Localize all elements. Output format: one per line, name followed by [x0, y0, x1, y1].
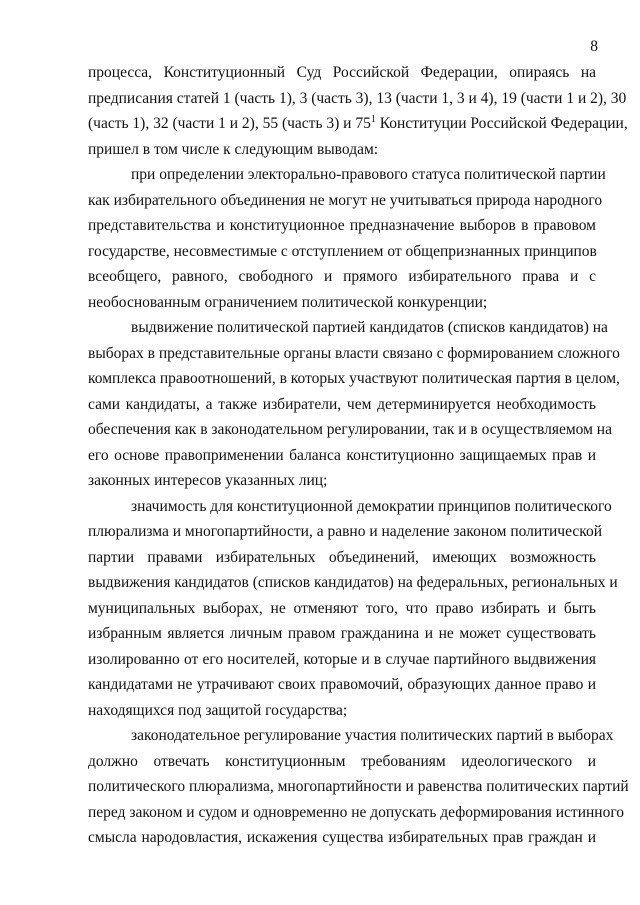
line-text: перед законом и судом и одновременно не допускать деформирования истинного — [88, 803, 625, 821]
line-text: находящихся под защитой государства; — [88, 701, 348, 719]
line-text: его основе правоприменении баланса конституционно защищаемых прав и — [88, 446, 596, 464]
line-text: сами кандидаты, а также избиратели, чем детерминируется необходимость — [88, 395, 596, 413]
text-line — [88, 570, 618, 596]
text-line — [88, 519, 603, 545]
text-line — [88, 162, 606, 188]
line-text: партии правами избирательных объединений, имеющих возможность — [88, 548, 596, 566]
line-text: плюрализма и многопартийности, а равно и наделение законом политической — [88, 523, 603, 540]
line-text: предписания статей 1 (часть 1), 3 (часть 3), 13 (части 1, 3 и 4), 19 (части 1 и 2), 30 — [88, 89, 627, 107]
line-text: (часть 1), 32 (части 1 и 2), 55 (часть 3) и 75 — [88, 115, 371, 132]
text-line — [88, 443, 596, 469]
text-line — [88, 800, 625, 826]
text-line — [88, 392, 596, 418]
line-text: кандидатами не утрачивают своих правомочий, образующих данное право и — [88, 676, 596, 693]
text-line — [88, 825, 596, 851]
text-line — [88, 137, 596, 163]
line-text: процесса, Конституционный Суд Российской Федерации, опираясь на — [88, 64, 596, 81]
text-line — [88, 672, 596, 698]
text-line — [88, 290, 596, 316]
text-line — [88, 749, 596, 775]
line-text: государстве, несовместимые с отступлением от общепризнанных принципов — [88, 242, 597, 260]
text-line — [88, 468, 596, 494]
text-line — [88, 417, 612, 443]
line-text: муниципальных выборах, не отменяют того, что право избирать и быть — [88, 599, 596, 617]
paragraph — [88, 494, 618, 724]
line-text: значимость для конституционной демократии принципов политического — [131, 497, 612, 515]
text-line — [88, 494, 612, 520]
line-text: при определении электорально-правового статуса политической партии — [131, 166, 606, 183]
line-text: представительства и конституционное предназначение выборов в правовом — [88, 217, 596, 234]
line-text: комплекса правоотношений, в которых участвуют политическая партия в целом, — [88, 370, 620, 387]
text-line — [88, 60, 596, 86]
line-text: пришел в том числе к следующим выводам: — [88, 140, 379, 158]
line-text: выдвижение политической партией кандидатов (списков кандидатов) на — [131, 319, 608, 336]
text-line — [88, 545, 596, 571]
line-text: политического плюрализма, многопартийности и равенства политических партий — [88, 778, 629, 795]
superscript: 1 — [370, 114, 376, 125]
text-line — [88, 698, 596, 724]
text-line — [88, 596, 596, 622]
paragraph — [88, 723, 629, 851]
text-line — [88, 341, 620, 367]
text-line — [88, 264, 596, 290]
line-text: должно отвечать конституционным требованиям идеологического и — [88, 752, 596, 770]
text-line — [88, 366, 620, 392]
text-line — [88, 188, 603, 214]
paragraph — [88, 60, 628, 162]
text-line — [88, 315, 608, 341]
text-line — [88, 86, 627, 112]
page-number: 8 — [590, 38, 598, 55]
line-text: выборах в представительные органы власти связано с формированием сложного — [88, 344, 620, 362]
text-line — [88, 647, 596, 673]
line-text: законных интересов указанных лиц; — [88, 472, 328, 489]
text-line — [88, 723, 614, 749]
text-line — [88, 213, 596, 239]
line-text: всеобщего, равного, свободного и прямого избирательного права и с — [88, 268, 596, 285]
line-text: изолированно от его носителей, которые и в случае партийного выдвижения — [88, 650, 596, 668]
text-line — [88, 111, 628, 137]
line-text: обеспечения как в законодательном регулировании, так и в осуществляемом на — [88, 421, 612, 438]
line-text-continued: Конституции Российской Федерации, — [375, 115, 628, 132]
text-line — [88, 239, 596, 265]
document-body — [88, 60, 629, 851]
line-text: смысла народовластия, искажения существа избирательных прав граждан и — [88, 829, 596, 846]
text-line — [88, 774, 629, 800]
paragraph — [88, 162, 606, 315]
line-text: законодательное регулирование участия политических партий в выборах — [131, 727, 614, 744]
line-text: выдвижения кандидатов (списков кандидатов) на федеральных, региональных и — [88, 574, 618, 591]
line-text: как избирательного объединения не могут не учитываться природа народного — [88, 191, 603, 209]
paragraph — [88, 315, 620, 494]
line-text: избранным является личным правом гражданина и не может существовать — [88, 625, 596, 642]
line-text: необоснованным ограничением политической конкуренции; — [88, 293, 488, 311]
text-line — [88, 621, 596, 647]
